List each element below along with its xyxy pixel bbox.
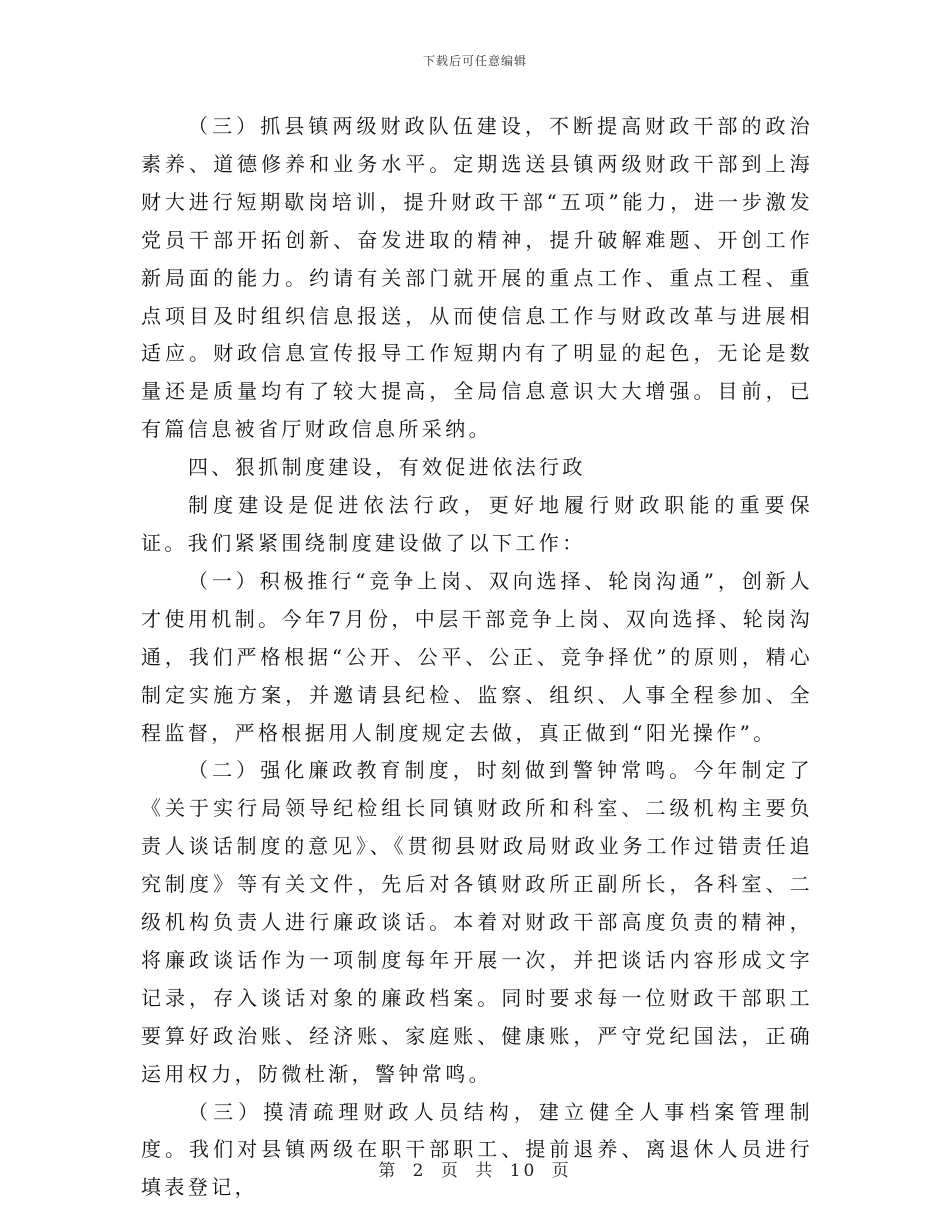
page-footer: 第 2 页 共 10 页 bbox=[378, 1161, 572, 1181]
paragraph-finance-team-building: （三）抓县镇两级财政队伍建设，不断提高财政干部的政治素养、道德修养和业务水平。定期选送县镇两级财政干部到上海财大进行短期歇岗培训，提升财政干部“五项”能力，进一步激发党员干部开拓创新、奋发进取的精神，提升破解难题、开创工作新局面的能力。约请有关部门就开展的重点工作、重点工程、重点项目及时组织信息报送，从而使信息工作与财政改革与进展相适应。财政信息宣传报导工作短期内有了明显的起色，无论是数量还是质量均有了较大提高，全局信息意识大大增强。目前，已有篇信息被省厅财政信息所采纳。 bbox=[141, 114, 813, 442]
paragraph-system-building-intro: 制度建设是促进依法行政，更好地履行财政职能的重要保证。我们紧紧围绕制度建设做了以下工作： bbox=[141, 493, 813, 555]
paragraph-personnel-records: （三）摸清疏理财政人员结构，建立健全人事档案管理制度。我们对县镇两级在职干部职工、提前退养、离退休人员进行填表登记， bbox=[141, 1099, 813, 1200]
paragraph-integrity-education: （二）强化廉政教育制度，时刻做到警钟常鸣。今年制定了《关于实行局领导纪检组长同镇财政所和科室、二级机构主要负责人谈话制度的意见》、《贯彻县财政局财政业务工作过错责任追究制度》等有关文件，先后对各镇财政所正副所长，各科室、二级机构负责人进行廉政谈话。本着对财政干部高度负责的精神，将廉政谈话作为一项制度每年开展一次，并把谈话内容形成文字记录，存入谈话对象的廉政档案。同时要求每一位财政干部职工要算好政治账、经济账、家庭账、健康账，严守党纪国法，正确运用权力，防微杜渐，警钟常鸣。 bbox=[141, 758, 813, 1086]
paragraph-competitive-posts: （一）积极推行“竞争上岗、双向选择、轮岗沟通”，创新人才使用机制。今年7月份，中层干部竞争上岗、双向选择、轮岗沟通，我们严格根据“公开、公平、公正、竞争择优”的原则，精心制定实施方案，并邀请县纪检、监察、组织、人事全程参加、全程监督，严格根据用人制度规定去做，真正做到“阳光操作”。 bbox=[141, 568, 813, 745]
section-heading-four: 四、狠抓制度建设，有效促进依法行政 bbox=[188, 455, 586, 480]
page-header: 下载后可任意编辑 bbox=[422, 54, 527, 68]
document-body bbox=[141, 108, 813, 1207]
